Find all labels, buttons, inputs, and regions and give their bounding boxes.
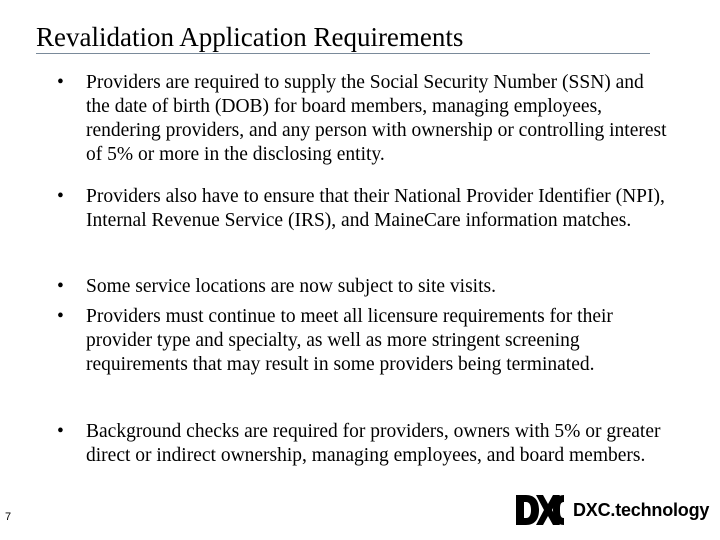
bullet-text: Providers must continue to meet all licensure requirements for their provider type and specialty, as well as more stringent screening requirements that may result in some providers being terminated. [86,306,613,375]
list-item [48,71,668,185]
list-item [48,275,668,305]
bullet-marker: • [57,72,64,93]
list-item [48,305,668,420]
bullet-text: Providers also have to ensure that their National Provider Identifier (NPI), Internal Revenue Service (IRS), and MaineCare information matches. [86,186,665,231]
page-number: 7 [5,511,12,523]
bullet-marker: • [57,186,64,207]
bullet-text: Providers are required to supply the Social Security Number (SSN) and the date of birth (DOB) for board members, managing employees, rendering providers, and any person with ownership or controlling interest of 5% or more in the disclosing entity. [86,72,667,165]
title-divider [36,53,650,54]
bullet-marker: • [57,421,64,442]
dxc-logo-icon [515,493,565,527]
dxc-logo [515,492,715,528]
list-item [48,420,668,468]
bullet-text: Some service locations are now subject to site visits. [86,276,496,297]
logo-text: DXC.technology [573,499,710,520]
slide-title: Revalidation Application Requirements [36,22,464,52]
list-item [48,185,668,275]
bullet-list [48,71,668,468]
bullet-text: Background checks are required for providers, owners with 5% or greater direct or indirect ownership, managing employees, and board members. [86,421,661,466]
bullet-marker: • [57,276,64,297]
bullet-marker: • [57,306,64,327]
